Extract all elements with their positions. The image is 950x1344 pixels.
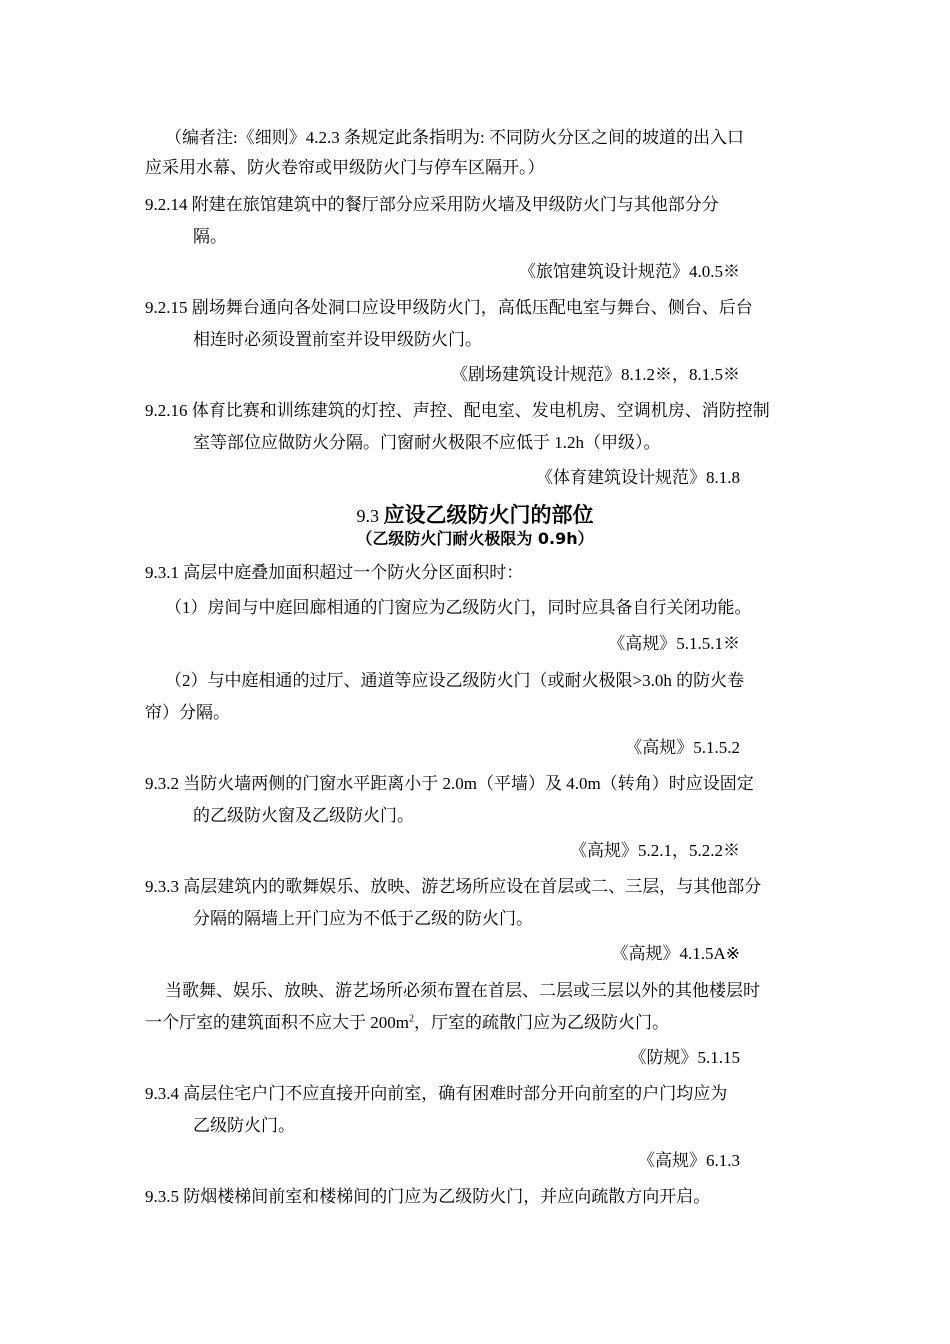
clause-9-3-4-line-2: 乙级防火门。 (193, 1116, 295, 1135)
clause-9-2-14-line-2: 隔。 (193, 227, 227, 246)
clause-9-3-1-item-1: （1）房间与中庭回廊相通的门窗应为乙级防火门，同时应具备自行关闭功能。 (165, 598, 752, 617)
clause-9-3-1-line-1: 9.3.1 高层中庭叠加面积超过一个防火分区面积时： (145, 563, 524, 582)
editor-note-line-1: （编者注:《细则》4.2.3 条规定此条指明为: 不同防火分区之间的坡道的出入口 (165, 128, 744, 147)
area-unit-superscript: 2 (408, 1013, 414, 1025)
clause-9-2-16-line-2: 室等部位应做防火分隔。门窗耐火极限不应低于 1.2h（甲级）。 (193, 433, 661, 452)
clause-9-3-3-line-2: 分隔的隔墙上开门应为不低于乙级的防火门。 (193, 909, 533, 928)
clause-9-2-15-line-2: 相连时必须设置前室并设甲级防火门。 (193, 330, 482, 349)
clause-9-2-15-line-1: 9.2.15 剧场舞台通向各处洞口应设甲级防火门，高低压配电室与舞台、侧台、后台 (145, 298, 753, 317)
clause-9-3-3-paragraph-line-2 (145, 1012, 669, 1034)
clause-9-3-1-reference-1: 《高规》5.1.5.1※ (608, 634, 740, 653)
clause-9-3-5-line-1: 9.3.5 防烟楼梯间前室和楼梯间的门应为乙级防火门，并应向疏散方向开启。 (145, 1187, 711, 1206)
clause-9-3-2-line-1: 9.3.2 当防火墙两侧的门窗水平距离小于 2.0m（平墙）及 4.0m（转角）时应设固定 (145, 774, 754, 793)
clause-9-3-3-paragraph-line-1: 当歌舞、娱乐、放映、游艺场所必须布置在首层、二层或三层以外的其他楼层时 (165, 981, 760, 1000)
clause-9-3-1-item-2-line-2: 帘）分隔。 (145, 703, 230, 722)
clause-9-2-15-reference: 《剧场建筑设计规范》8.1.2※，8.1.5※ (451, 365, 740, 384)
editor-note-line-2: 应采用水幕、防火卷帘或甲级防火门与停车区隔开。） (145, 158, 545, 177)
section-number: 9.3 (356, 506, 384, 526)
clause-9-2-16-line-1: 9.2.16 体育比赛和训练建筑的灯控、声控、配电室、发电机房、空调机房、消防控制 (145, 401, 770, 420)
clause-9-3-1-reference-2: 《高规》5.1.5.2 (625, 738, 740, 757)
clause-9-3-3-reference: 《高规》4.1.5A※ (611, 944, 740, 963)
clause-9-3-3-line-1: 9.3.3 高层建筑内的歌舞娱乐、放映、游艺场所应设在首层或二、三层，与其他部分 (145, 877, 762, 896)
clause-9-3-4-reference: 《高规》6.1.3 (638, 1151, 740, 1170)
section-title: 应设乙级防火门的部位 (383, 503, 594, 527)
clause-9-3-1-item-2-line-1: （2）与中庭相通的过厅、通道等应设乙级防火门（或耐火极限>3.0h 的防火卷 (165, 671, 745, 690)
clause-9-3-2-line-2: 的乙级防火窗及乙级防火门。 (193, 806, 414, 825)
area-text: 一个厅室的建筑面积不应大于 200m (145, 1013, 409, 1032)
clause-9-2-16-reference: 《体育建筑设计规范》8.1.8 (536, 468, 740, 487)
clause-9-3-2-reference: 《高规》5.2.1，5.2.2※ (570, 841, 740, 860)
clause-9-3-3-paragraph-reference: 《防规》5.1.15 (629, 1048, 740, 1067)
area-text-continued: ，厅室的疏散门应为乙级防火门。 (413, 1013, 669, 1032)
clause-9-3-4-line-1: 9.3.4 高层住宅户门不应直接开向前室，确有困难时部分开向前室的户门均应为 (145, 1084, 728, 1103)
section-subtitle: （乙级防火门耐火极限为 0.9h） (356, 529, 594, 548)
clause-9-2-14-line-1: 9.2.14 附建在旅馆建筑中的餐厅部分应采用防火墙及甲级防火门与其他部分分 (145, 195, 719, 214)
section-heading (0, 502, 950, 529)
clause-9-2-14-reference: 《旅馆建筑设计规范》4.0.5※ (519, 262, 740, 281)
